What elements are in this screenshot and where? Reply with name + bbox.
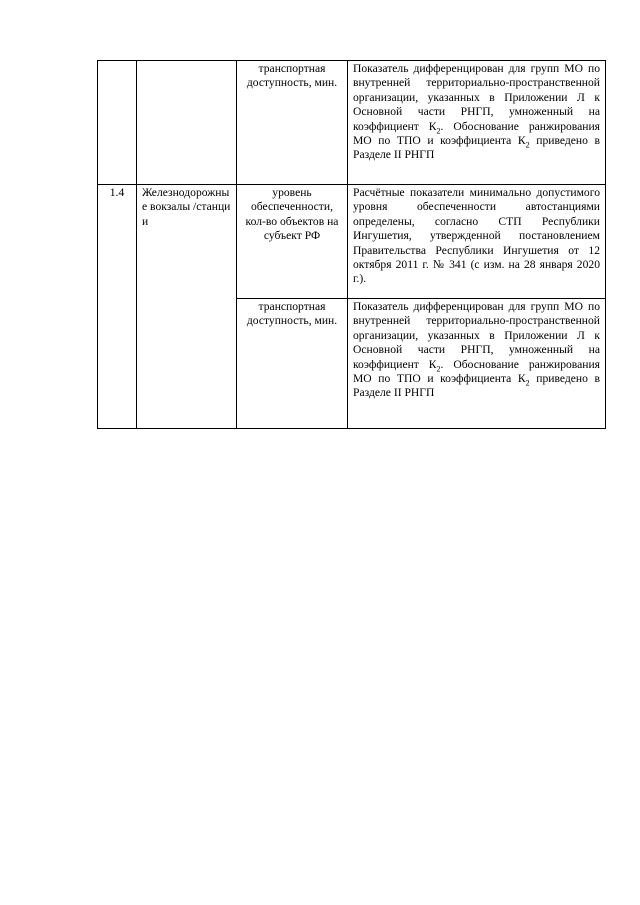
table-row [98, 61, 606, 185]
description-text: . Обоснование ранжирования МО по ТПО и коэффициента К [353, 119, 600, 148]
description-text: Показатель дифференцирован для групп МО по внутренней территориально-пространственной организации, указанных в Приложении Л к Основной части РНГП, умноженный на коэффициент К [353, 62, 600, 133]
indicator-text: уровень обеспеченности, кол-во объектов на субъект РФ [245, 186, 339, 243]
description-cell [348, 61, 606, 185]
indicator-text: транспортная доступность, мин. [246, 300, 338, 328]
description-cell [348, 299, 606, 429]
indicator-cell [237, 185, 348, 299]
description-text: приведено в Разделе II РНГП [353, 134, 600, 162]
row-number-cell [98, 61, 137, 185]
coefficient-subscript: 2 [436, 363, 441, 373]
row-number-cell: 1.4 [98, 185, 137, 429]
coefficient-subscript: 2 [436, 125, 441, 135]
standards-table [97, 60, 606, 429]
description-cell [348, 185, 606, 299]
description-text: приведено в Разделе II РНГП [353, 372, 600, 400]
table-row [98, 185, 606, 299]
description-text: Показатель дифференцирован для групп МО по внутренней территориально-пространственной организации, указанных в Приложении Л к Основной части РНГП, умноженный на коэффициент К [353, 300, 600, 371]
object-cell [137, 61, 237, 185]
coefficient-subscript: 2 [525, 378, 530, 388]
indicator-cell [237, 61, 348, 185]
object-text: Железнодорожные вокзалы /станции [142, 186, 231, 228]
object-cell [137, 185, 237, 429]
description-text: Расчётные показатели минимально допустимого уровня обеспеченности автостанциями определены, согласно СТП Республики Ингушетия, утвержденной постановлением Правительства Республики Ингушетия от 12 октября 2011 г. № 341 (с изм. на 28 января 2020 г.). [353, 186, 600, 286]
description-text: . Обоснование ранжирования МО по ТПО и коэффициента К [353, 357, 600, 386]
indicator-text: транспортная доступность, мин. [246, 62, 338, 90]
indicator-cell [237, 299, 348, 429]
coefficient-subscript: 2 [525, 140, 530, 150]
